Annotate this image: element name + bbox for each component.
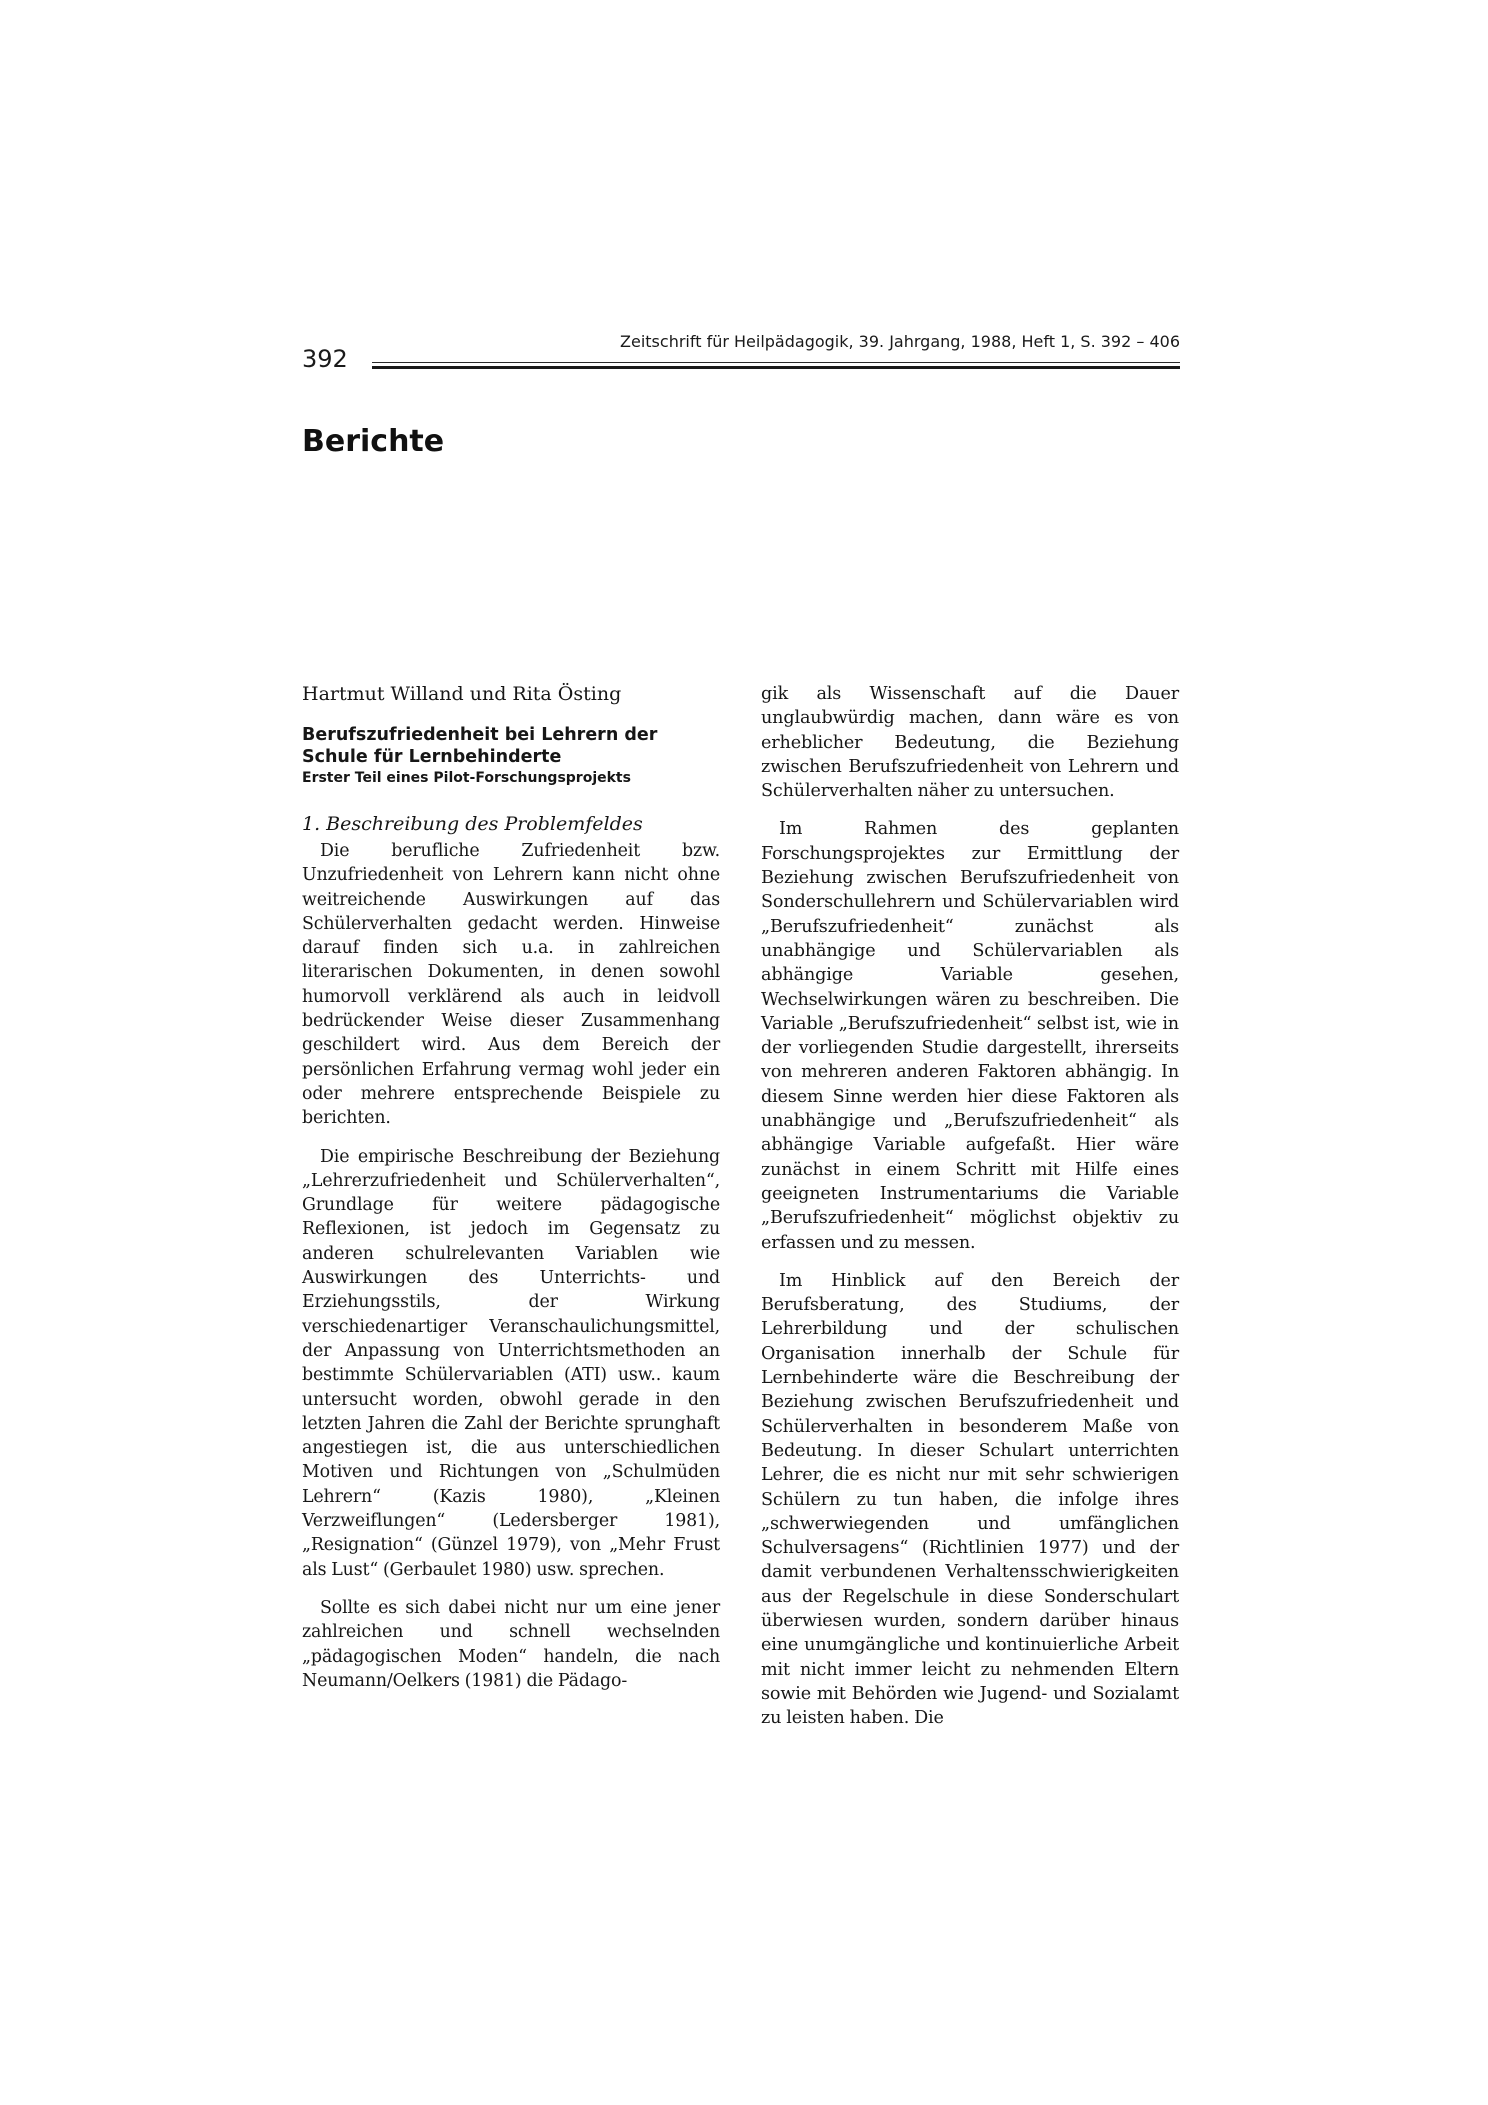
- article-subtitle: Erster Teil eines Pilot-Forschungsprojekts: [302, 770, 631, 786]
- header-rule-thick: [372, 366, 1180, 369]
- page-number: 392: [302, 345, 348, 373]
- body-paragraph: Sollte es sich dabei nicht nur um eine jener zahlreichen und schnell wechselnden „pädagogischen Moden“ handeln, die nach Neumann/Oelkers (1981) die Pädago-: [302, 1597, 720, 1691]
- journal-citation: Zeitschrift für Heilpädagogik, 39. Jahrgang, 1988, Heft 1, S. 392 – 406: [620, 332, 1180, 351]
- left-column: [302, 682, 720, 1693]
- body-paragraph: Die empirische Beschreibung der Beziehung „Lehrerzufriedenheit und Schülerverhalten“, Grundlage für weitere pädagogische Reflexionen, ist jedoch im Gegensatz zu anderen schulrelevanten Variablen wie Auswirkungen des Unterrichts- und Erziehungsstils, der Wirkung verschiedenartiger Veranschaulichungsmittel, der Anpassung von Unterrichtsmethoden an bestimmte Schülervariablen (ATI) usw.. kaum untersucht worden, obwohl gerade in den letzten Jahren die Zahl der Berichte sprunghaft angestiegen ist, die aus unterschiedlichen Motiven und Richtungen von „Schulmüden Lehrern“ (Kazis 1980), „Kleinen Verzweiflungen“ (Ledersberger 1981), „Resignation“ (Günzel 1979), von „Mehr Frust als Lust“ (Gerbaulet 1980) usw. sprechen.: [302, 1146, 720, 1580]
- body-paragraph: gik als Wissenschaft auf die Dauer unglaubwürdig machen, dann wäre es von erheblicher Bedeutung, die Beziehung zwischen Berufszufriedenheit von Lehrern und Schülerverhalten näher zu untersuchen.: [761, 684, 1179, 802]
- section-heading: 1. Beschreibung des Problemfeldes: [302, 813, 643, 835]
- page-header: [302, 326, 1180, 372]
- right-column: [761, 682, 1179, 1730]
- article-authors: Hartmut Willand und Rita Östing: [302, 683, 622, 705]
- body-paragraph: Die berufliche Zufriedenheit bzw. Unzufriedenheit von Lehrern kann nicht ohne weitreichende Auswirkungen auf das Schülerverhalten gedacht werden. Hinweise darauf finden sich u.a. in zahlreichen literarischen Dokumenten, in denen sowohl humorvoll verklärend als auch in leidvoll bedrückender Weise dieser Zusammenhang geschildert wird. Aus dem Bereich der persönlichen Erfahrung vermag wohl jeder ein oder mehrere entsprechende Beispiele zu berichten.: [302, 841, 720, 1129]
- body-paragraph: Im Rahmen des geplanten Forschungsprojektes zur Ermittlung der Beziehung zwischen Berufszufriedenheit von Sonderschullehrern und Schülervariablen wird „Berufszufriedenheit“ zunächst als unabhängige und Schülervariablen als abhängige Variable gesehen, Wechselwirkungen wären zu beschreiben. Die Variable „Berufszufriedenheit“ selbst ist, wie in der vorliegenden Studie dargestellt, ihrerseits von mehreren anderen Faktoren abhängig. In diesem Sinne werden hier diese Faktoren als unabhängige und „Berufszufriedenheit“ als abhängige Variable aufgefaßt. Hier wäre zunächst in einem Schritt mit Hilfe eines geeigneten Instrumentariums die Variable „Berufszufriedenheit“ möglichst objektiv zu erfassen und zu messen.: [761, 819, 1179, 1253]
- section-title: Berichte: [302, 424, 445, 459]
- header-rule-thin: [372, 362, 1180, 363]
- article-title: Berufszufriedenheit bei Lehrern der Schule für Lernbehinderte: [302, 725, 658, 767]
- body-paragraph: Im Hinblick auf den Bereich der Berufsberatung, des Studiums, der Lehrerbildung und der schulischen Organisation innerhalb der Schule für Lernbehinderte wäre die Beschreibung der Beziehung zwischen Berufszufriedenheit und Schülerverhalten in besonderem Maße von Bedeutung. In dieser Schulart unterrichten Lehrer, die es nicht nur mit sehr schwierigen Schülern zu tun haben, die infolge ihres „schwerwiegenden und umfänglichen Schulversagens“ (Richtlinien 1977) und der damit verbundenen Verhaltensschwierigkeiten aus der Regelschule in diese Sonderschulart überwiesen wurden, sondern darüber hinaus eine unumgängliche und kontinuierliche Arbeit mit nicht immer leicht zu nehmenden Eltern sowie mit Behörden wie Jugend- und Sozialamt zu leisten haben. Die: [761, 1270, 1179, 1729]
